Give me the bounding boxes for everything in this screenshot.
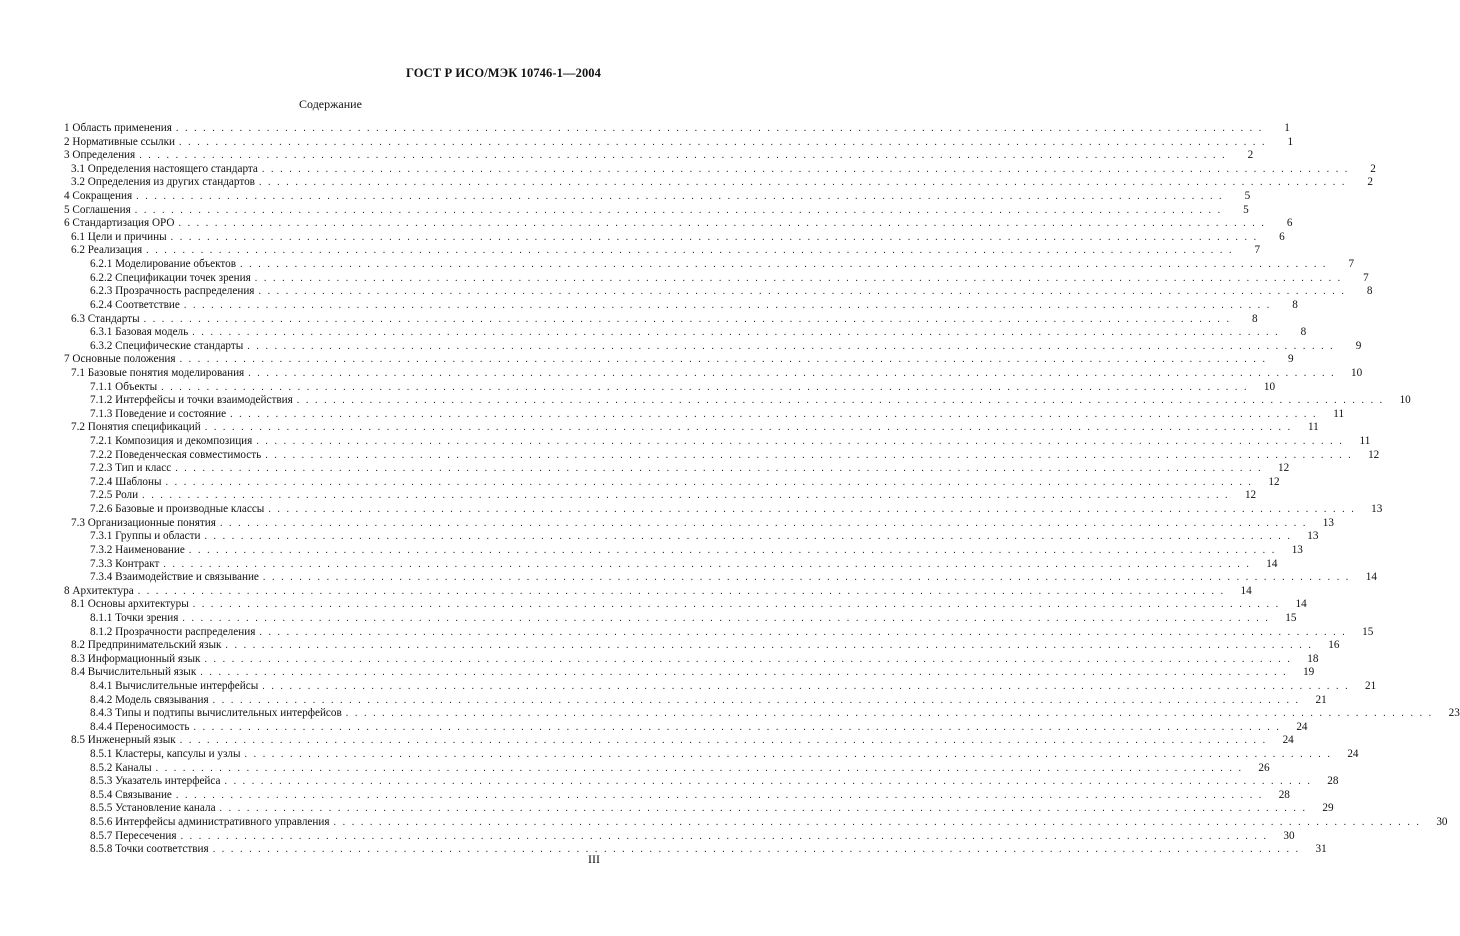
toc-entry-label: 7.2.5 Роли — [90, 489, 139, 502]
toc-entry[interactable] — [64, 407, 1345, 422]
toc-entry-label: 8.1.2 Прозрачности распределения — [90, 625, 256, 638]
toc-entry-page: 13 — [1291, 543, 1303, 556]
toc-dot-leader: ........................................................................................................................ — [163, 558, 1256, 570]
toc-entry[interactable] — [64, 475, 1280, 490]
toc-dot-leader: ........................................................................................................................ — [193, 721, 1286, 733]
toc-dot-leader: ........................................................................................................................ — [240, 259, 1333, 271]
toc-entry[interactable] — [64, 258, 1355, 272]
toc-dot-leader: ........................................................................................................................ — [258, 177, 1351, 189]
toc-entry-label: 7.2.4 Шаблоны — [90, 475, 162, 488]
toc-entry-page: 28 — [1327, 775, 1339, 788]
toc-entry-label: 8.4.2 Модель связывания — [90, 693, 209, 706]
toc-entry-page: 9 — [1355, 339, 1362, 352]
toc-entry[interactable] — [64, 625, 1374, 640]
toc-dot-leader: ........................................................................................................................ — [204, 653, 1297, 665]
toc-dot-leader: ........................................................................................................................ — [146, 245, 1239, 257]
toc-dot-leader: ........................................................................................................................ — [204, 422, 1297, 434]
toc-dot-leader: ........................................................................................................................ — [212, 844, 1305, 856]
toc-entry[interactable] — [64, 802, 1334, 816]
toc-dot-leader: ........................................................................................................................ — [200, 667, 1293, 679]
toc-entry[interactable] — [64, 516, 1334, 531]
toc-dot-leader: ........................................................................................................................ — [178, 218, 1271, 230]
toc-entry[interactable] — [64, 448, 1380, 463]
toc-entry[interactable] — [64, 503, 1383, 517]
toc-entry-label: 8.3 Информационный язык — [71, 652, 201, 665]
toc-entry-page: 5 — [1244, 190, 1251, 203]
toc-entry[interactable] — [64, 353, 1294, 367]
toc-entry-page: 13 — [1371, 503, 1383, 516]
toc-entry-label: 8.4.4 Переносимость — [90, 720, 190, 733]
toc-entry-label: 8.5.7 Пересечения — [90, 829, 177, 842]
toc-entry-label: 7.3.1 Группы и области — [90, 530, 201, 543]
toc-entry[interactable] — [64, 543, 1303, 558]
toc-entry-label: 3.1 Определения настоящего стандарта — [71, 162, 258, 175]
toc-entry-label: 7 Основные положения — [64, 353, 176, 366]
toc-dot-leader: ........................................................................................................................ — [333, 817, 1426, 829]
toc-dot-leader: ........................................................................................................................ — [137, 585, 1230, 597]
toc-entry-page: 15 — [1362, 625, 1374, 638]
toc-dot-leader: ........................................................................................................................ — [139, 150, 1232, 162]
toc-dot-leader: ........................................................................................................................ — [248, 367, 1341, 379]
toc-dot-leader: ........................................................................................................................ — [268, 504, 1361, 516]
toc-entry[interactable] — [64, 666, 1315, 680]
toc-dot-leader: ........................................................................................................................ — [165, 476, 1258, 488]
toc-dot-leader: ........................................................................................................................ — [204, 531, 1297, 543]
toc-entry-label: 1 Область применения — [64, 122, 172, 134]
toc-entry-label: 7.3.4 Взаимодействие и связывание — [90, 571, 259, 584]
toc-dot-leader: ........................................................................................................................ — [179, 735, 1272, 747]
toc-entry-page: 8 — [1366, 285, 1373, 298]
toc-entry[interactable] — [64, 122, 1290, 136]
toc-entry-label: 8.4.1 Вычислительные интерфейсы — [90, 679, 259, 692]
toc-entry[interactable] — [64, 679, 1377, 694]
toc-entry-page: 12 — [1244, 489, 1257, 502]
toc-entry-label: 3 Определения — [64, 149, 136, 162]
toc-entry[interactable] — [64, 462, 1290, 476]
toc-entry[interactable] — [64, 203, 1249, 218]
toc-entry-label: 7.1 Базовые понятия моделирования — [71, 366, 245, 379]
toc-entry[interactable] — [64, 339, 1362, 354]
toc-entry-page: 19 — [1303, 666, 1315, 679]
toc-entry-label: 7.2.1 Композиция и декомпозиция — [90, 435, 253, 448]
toc-entry-label: 7.1.1 Объекты — [90, 380, 158, 393]
toc-entry-page: 11 — [1359, 435, 1371, 448]
toc-entry-label: 8 Архитектура — [64, 584, 134, 597]
toc-entry-page: 7 — [1254, 244, 1261, 257]
toc-dot-leader: ........................................................................................................................ — [345, 708, 1438, 720]
toc-entry-page: 2 — [1247, 149, 1254, 162]
toc-entry[interactable] — [64, 421, 1319, 435]
toc-dot-leader: ........................................................................................................................ — [254, 272, 1347, 284]
toc-entry[interactable] — [64, 312, 1258, 327]
toc-entry-page: 14 — [1365, 571, 1377, 584]
toc-dot-leader: ........................................................................................................................ — [179, 354, 1272, 366]
toc-entry-page: 14 — [1295, 598, 1307, 611]
toc-entry-label: 8.1.1 Точки зрения — [90, 611, 179, 624]
toc-entry-page: 7 — [1363, 271, 1369, 284]
toc-dot-leader: ........................................................................................................................ — [261, 163, 1354, 175]
toc-entry-label: 6.3.2 Специфические стандарты — [90, 339, 244, 352]
toc-title: Содержание — [299, 97, 362, 111]
toc-dot-leader: ........................................................................................................................ — [175, 789, 1268, 801]
toc-dot-leader: ........................................................................................................................ — [161, 381, 1254, 393]
toc-entry[interactable] — [64, 380, 1276, 395]
toc-entry-label: 2 Нормативные ссылки — [64, 135, 176, 148]
toc-entry-page: 14 — [1266, 557, 1278, 570]
toc-entry-page: 11 — [1307, 421, 1319, 434]
toc-dot-leader: ........................................................................................................................ — [265, 449, 1358, 461]
toc-entry[interactable] — [64, 775, 1339, 789]
toc-entry-page: 6 — [1286, 217, 1293, 230]
toc-entry-label: 8.5.1 Кластеры, капсулы и узлы — [90, 748, 241, 761]
toc-entry-page: 10 — [1351, 366, 1363, 379]
toc-entry[interactable] — [64, 271, 1369, 286]
toc-entry-label: 6.2.4 Соответствие — [90, 298, 180, 311]
toc-dot-leader: ........................................................................................................................ — [142, 490, 1235, 502]
toc-dot-leader: ........................................................................................................................ — [192, 599, 1285, 611]
toc-entry-label: 7.2.3 Тип и класс — [90, 462, 172, 475]
toc-entry-page: 10 — [1399, 394, 1411, 407]
toc-entry-page: 11 — [1333, 407, 1345, 420]
toc-entry-page: 15 — [1285, 611, 1297, 624]
toc-entry-page: 28 — [1278, 788, 1290, 801]
toc-entry-page: 13 — [1307, 530, 1319, 543]
toc-entry-page: 31 — [1315, 843, 1327, 856]
toc-dot-leader: ........................................................................................................................ — [212, 694, 1305, 706]
toc-entry-page: 8 — [1292, 298, 1298, 311]
toc-entry-label: 5 Соглашения — [64, 203, 131, 216]
toc-entry[interactable] — [64, 394, 1411, 408]
toc-dot-leader: ........................................................................................................................ — [244, 749, 1337, 761]
toc-dot-leader: ........................................................................................................................ — [143, 313, 1236, 325]
toc-entry[interactable] — [64, 162, 1376, 177]
toc-entry-page: 24 — [1347, 748, 1359, 761]
toc-entry-page: 18 — [1307, 652, 1319, 665]
toc-entry-label: 8.2 Предпринимательский язык — [71, 639, 222, 652]
toc-entry[interactable] — [64, 843, 1327, 857]
toc-entry-page: 14 — [1240, 584, 1252, 597]
toc-dot-leader: ........................................................................................................................ — [296, 395, 1389, 407]
toc-entry[interactable] — [64, 748, 1359, 762]
toc-entry[interactable] — [64, 435, 1371, 449]
toc-entry[interactable] — [64, 557, 1278, 572]
toc-entry-page: 9 — [1287, 353, 1294, 366]
toc-entry-page: 7 — [1348, 258, 1355, 271]
toc-entry-label: 8.4.3 Типы и подтипы вычислительных интерфейсов — [90, 707, 342, 720]
toc-entry-label: 3.2 Определения из других стандартов — [71, 176, 255, 189]
toc-dot-leader: ........................................................................................................................ — [247, 340, 1340, 352]
toc-entry-label: 6.2.2 Спецификации точек зрения — [90, 271, 251, 284]
toc-entry-label: 8.5.4 Связывание — [90, 788, 172, 801]
toc-entry-label: 7.2.6 Базовые и производные классы — [90, 503, 265, 516]
toc-dot-leader: ........................................................................................................................ — [170, 231, 1263, 243]
toc-entry-page: 1 — [1284, 122, 1290, 134]
toc-entry[interactable] — [64, 829, 1295, 844]
toc-entry-label: 7.3.3 Контракт — [90, 557, 160, 570]
toc-dot-leader: ........................................................................................................................ — [256, 436, 1349, 448]
toc-entry[interactable] — [64, 816, 1448, 830]
table-of-contents — [64, 122, 1460, 857]
toc-dot-leader: ........................................................................................................................ — [262, 572, 1355, 584]
toc-entry-page: 12 — [1278, 462, 1290, 475]
toc-entry-label: 8.5 Инженерный язык — [71, 734, 176, 747]
toc-dot-leader: ........................................................................................................................ — [175, 463, 1268, 475]
toc-dot-leader: ........................................................................................................................ — [155, 762, 1248, 774]
toc-dot-leader: ........................................................................................................................ — [136, 191, 1229, 203]
toc-entry-page: 21 — [1315, 693, 1327, 706]
toc-dot-leader: ........................................................................................................................ — [258, 286, 1351, 298]
toc-entry-page: 29 — [1322, 802, 1334, 815]
toc-dot-leader: ........................................................................................................................ — [179, 136, 1272, 148]
toc-entry-page: 5 — [1243, 203, 1249, 216]
toc-entry[interactable] — [64, 707, 1460, 721]
toc-entry-label: 7.1.2 Интерфейсы и точки взаимодействия — [90, 394, 293, 407]
toc-entry-label: 6.2 Реализация — [71, 244, 143, 257]
toc-entry-label: 6.3.1 Базовая модель — [90, 326, 189, 339]
toc-entry-page: 12 — [1268, 475, 1280, 488]
toc-dot-leader: ........................................................................................................................ — [182, 612, 1275, 624]
toc-entry[interactable] — [64, 598, 1307, 612]
toc-entry-label: 6.1 Цели и причины — [71, 230, 167, 243]
toc-entry[interactable] — [64, 761, 1270, 776]
toc-entry-label: 4 Сокращения — [64, 190, 133, 203]
toc-entry-label: 6.2.1 Моделирование объектов — [90, 258, 237, 271]
toc-dot-leader: ........................................................................................................................ — [180, 830, 1273, 842]
toc-entry[interactable] — [64, 298, 1298, 313]
toc-entry-label: 7.2 Понятия спецификаций — [71, 421, 201, 434]
toc-entry-page: 13 — [1322, 516, 1334, 529]
page-number: III — [588, 852, 600, 866]
toc-entry-label: 8.5.2 Каналы — [90, 761, 152, 774]
toc-entry-page: 16 — [1328, 639, 1340, 652]
toc-entry[interactable] — [64, 489, 1257, 503]
toc-entry[interactable] — [64, 652, 1319, 667]
toc-entry-label: 8.5.6 Интерфейсы административного управления — [90, 816, 330, 829]
toc-entry-label: 7.3 Организационные понятия — [71, 516, 216, 529]
toc-entry-page: 8 — [1252, 312, 1258, 325]
toc-entry-page: 1 — [1287, 135, 1294, 148]
toc-dot-leader: ........................................................................................................................ — [225, 640, 1318, 652]
toc-dot-leader: ........................................................................................................................ — [219, 803, 1312, 815]
toc-entry-label: 6.2.3 Прозрачность распределения — [90, 285, 255, 298]
toc-entry-label: 8.5.3 Указатель интерфейса — [90, 775, 221, 788]
toc-entry-page: 10 — [1263, 380, 1276, 393]
toc-entry[interactable] — [64, 217, 1293, 231]
toc-entry[interactable] — [64, 584, 1252, 599]
toc-entry-page: 21 — [1365, 679, 1377, 692]
toc-entry[interactable] — [64, 788, 1290, 803]
toc-dot-leader: ........................................................................................................................ — [134, 204, 1227, 216]
document-code-header: ГОСТ Р ИСО/МЭК 10746-1—2004 — [405, 66, 601, 80]
toc-dot-leader: ........................................................................................................................ — [183, 299, 1276, 311]
toc-entry[interactable] — [64, 244, 1261, 258]
toc-entry[interactable] — [64, 639, 1340, 653]
toc-entry-label: 6 Стандартизация ОРО — [64, 217, 175, 230]
toc-entry-page: 24 — [1282, 734, 1294, 747]
toc-entry[interactable] — [64, 571, 1377, 585]
toc-entry-page: 6 — [1279, 230, 1285, 243]
toc-dot-leader: ........................................................................................................................ — [188, 544, 1281, 556]
toc-dot-leader: ........................................................................................................................ — [262, 680, 1355, 692]
toc-dot-leader: ........................................................................................................................ — [192, 327, 1285, 339]
toc-entry-page: 26 — [1258, 761, 1270, 774]
toc-entry[interactable] — [64, 326, 1307, 340]
toc-entry-page: 30 — [1436, 816, 1448, 829]
toc-entry[interactable] — [64, 230, 1285, 245]
toc-entry-page: 2 — [1367, 176, 1373, 189]
toc-entry[interactable] — [64, 734, 1294, 748]
toc-entry-page: 12 — [1368, 448, 1380, 461]
toc-entry[interactable] — [64, 693, 1327, 708]
toc-entry-label: 6.3 Стандарты — [71, 312, 140, 325]
toc-dot-leader: ........................................................................................................................ — [230, 408, 1323, 420]
toc-entry-page: 30 — [1283, 829, 1295, 842]
toc-entry[interactable] — [64, 720, 1308, 735]
toc-entry[interactable] — [64, 285, 1373, 299]
toc-entry-page: 2 — [1370, 162, 1376, 175]
toc-entry[interactable] — [64, 135, 1294, 150]
toc-entry-label: 8.1 Основы архитектуры — [71, 598, 189, 611]
toc-entry-label: 7.2.2 Поведенческая совместимость — [90, 448, 262, 461]
toc-dot-leader: ........................................................................................................................ — [224, 776, 1317, 788]
toc-entry[interactable] — [64, 366, 1363, 381]
toc-entry-page: 8 — [1300, 326, 1307, 339]
toc-dot-leader: ........................................................................................................................ — [219, 517, 1312, 529]
toc-entry[interactable] — [64, 611, 1297, 626]
toc-entry-label: 8.5.5 Установление канала — [90, 802, 216, 815]
toc-entry[interactable] — [64, 190, 1251, 204]
toc-entry-label: 8.4 Вычислительный язык — [71, 666, 197, 679]
toc-entry-page: 23 — [1448, 707, 1460, 720]
toc-entry-page: 24 — [1296, 720, 1308, 733]
toc-dot-leader: ........................................................................................................................ — [259, 626, 1352, 638]
toc-entry[interactable] — [64, 176, 1373, 190]
toc-dot-leader: ........................................................................................................................ — [175, 123, 1268, 134]
toc-entry[interactable] — [64, 530, 1319, 544]
toc-entry-label: 7.1.3 Поведение и состояние — [90, 407, 227, 420]
toc-entry-label: 8.5.8 Точки соответствия — [90, 843, 209, 856]
toc-entry[interactable] — [64, 149, 1254, 163]
toc-entry-label: 7.3.2 Наименование — [90, 543, 185, 556]
